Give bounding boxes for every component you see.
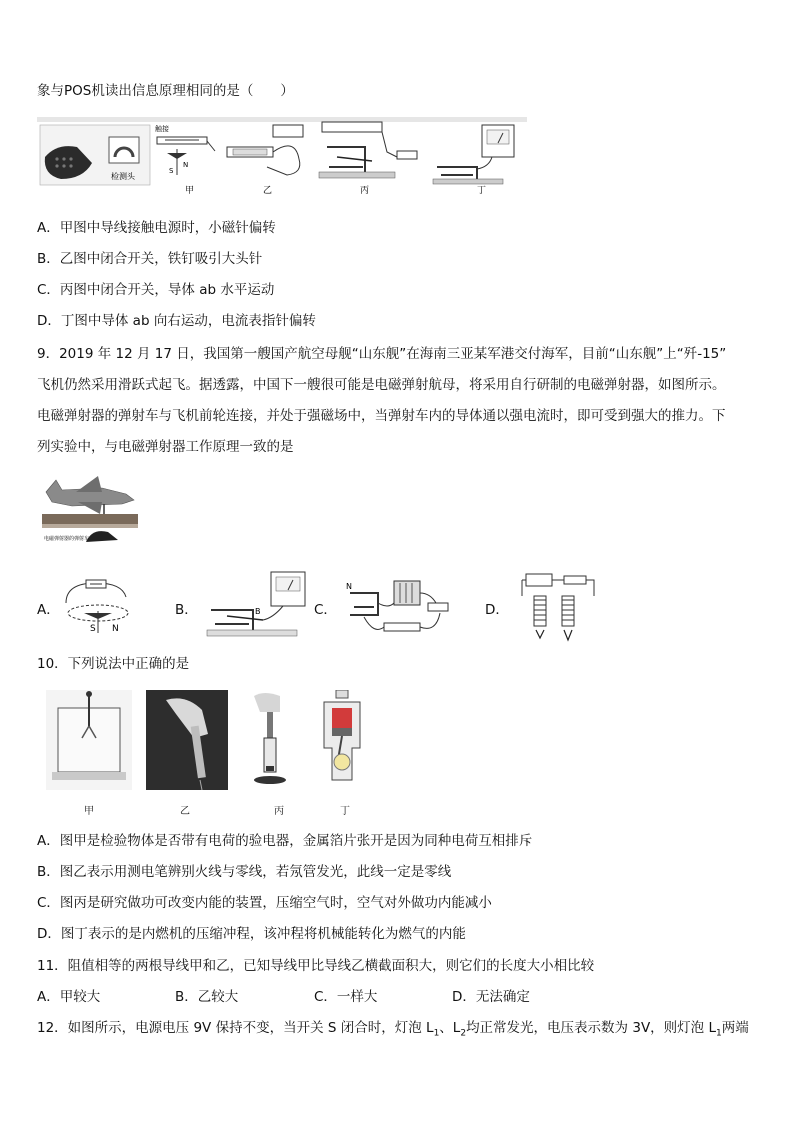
fig-ding bbox=[433, 125, 514, 184]
q9-plane-figure bbox=[42, 462, 138, 554]
q8-figure bbox=[37, 117, 527, 195]
q8-fig-label-ding: 丁 bbox=[477, 186, 487, 195]
fig-bing bbox=[319, 122, 417, 178]
q10-fig-label-bing: 丙 bbox=[274, 806, 284, 817]
q11-option-b: B．乙较大 bbox=[175, 989, 239, 1005]
q11-option-a: A．甲较大 bbox=[37, 989, 101, 1005]
q9-option-c-figure bbox=[344, 573, 452, 641]
svg-text:N: N bbox=[346, 582, 352, 591]
q9-stem-line-1: 9．2019 年 12 月 17 日，我国第一艘国产航空母舰“山东舰”在海南三亚某军港交付海军，目前“山东舰”上“歼-15” bbox=[37, 346, 727, 362]
svg-text:N: N bbox=[112, 624, 119, 634]
q11-options bbox=[37, 988, 637, 1006]
q10-fig-label-yi: 乙 bbox=[180, 806, 190, 817]
q8-option-a: A．甲图中导线接触电源时，小磁针偏转 bbox=[37, 220, 276, 236]
touch-label: 触接 bbox=[155, 125, 169, 133]
q8-fig-label-yi: 乙 bbox=[263, 186, 273, 195]
q10-option-d: D．图丁表示的是内燃机的压缩冲程，该冲程将机械能转化为燃气的内能 bbox=[37, 926, 466, 942]
q9-option-d-label: D． bbox=[485, 602, 509, 618]
q8-fig-label-bing: 丙 bbox=[360, 186, 370, 195]
q10-option-b: B．图乙表示用测电笔辨别火线与零线，若氖管发光，此线一定是零线 bbox=[37, 864, 452, 880]
svg-text:S: S bbox=[90, 624, 96, 634]
svg-text:S: S bbox=[169, 167, 174, 175]
q8-stem: 象与POS机读出信息原理相同的是（ ） bbox=[37, 83, 294, 99]
q10-figure-jia bbox=[46, 690, 132, 790]
q8-fig-label-jia: 甲 bbox=[185, 186, 195, 195]
plane-caption: 电磁弹射器的弹射车 bbox=[44, 536, 90, 542]
q9-option-b-figure bbox=[203, 570, 307, 640]
q8-option-d: D．丁图中导体 ab 向右运动，电流表指针偏转 bbox=[37, 313, 316, 329]
q9-option-a-figure bbox=[62, 577, 136, 637]
q11-option-d: D．无法确定 bbox=[452, 989, 530, 1005]
q11-stem: 11．阻值相等的两根导线甲和乙，已知导线甲比导线乙横截面积大，则它们的长度大小相比较 bbox=[37, 958, 595, 974]
q10-figure-yi bbox=[146, 690, 228, 790]
q11-option-c: C．一样大 bbox=[314, 989, 378, 1005]
q10-option-c: C．图丙是研究做功可改变内能的装置，压缩空气时，空气对外做功内能减小 bbox=[37, 895, 492, 911]
q10-fig-label-jia: 甲 bbox=[84, 806, 94, 817]
q10-stem: 10．下列说法中正确的是 bbox=[37, 656, 190, 672]
q10-option-a: A．图甲是检验物体是否带有电荷的验电器，金属箔片张开是因为同种电荷互相排斥 bbox=[37, 833, 533, 849]
svg-text:B: B bbox=[255, 607, 261, 616]
q10-figure-bing bbox=[250, 690, 292, 790]
fig-yi bbox=[227, 125, 303, 175]
q9-option-c-label: C． bbox=[314, 602, 337, 618]
q8-option-c: C．丙图中闭合开关，导体 ab 水平运动 bbox=[37, 282, 275, 298]
card-reader-label: 检测头 bbox=[111, 172, 135, 181]
q12-stem: 12．如图所示，电源电压 9V 保持不变，当开关 S 闭合时，灯泡 $L_1$、$L_2$均正常发光，电压表示数为 3V，则灯泡 $L_1$两端 bbox=[37, 1020, 749, 1039]
q8-option-b: B．乙图中闭合开关，铁钉吸引大头针 bbox=[37, 251, 263, 267]
q9-option-b-label: B． bbox=[175, 602, 198, 618]
q9-stem-line-2: 飞机仍然采用滑跃式起飞。据透露，中国下一艘很可能是电磁弹射航母，将采用自行研制的电磁弹射器，如图所示。 bbox=[37, 377, 726, 393]
q9-option-a-label: A． bbox=[37, 602, 60, 618]
q9-stem-line-3: 电磁弹射器的弹射车与飞机前轮连接，并处于强磁场中，当弹射车内的导体通以强电流时，即可受到强大的推力。下 bbox=[37, 408, 726, 424]
q9-option-d-figure bbox=[518, 572, 598, 644]
svg-text:N: N bbox=[183, 161, 189, 169]
fig-jia bbox=[155, 124, 215, 175]
q10-fig-label-ding: 丁 bbox=[340, 806, 350, 817]
q9-stem-line-4: 列实验中，与电磁弹射器工作原理一致的是 bbox=[37, 439, 294, 455]
q10-figure-ding bbox=[316, 690, 368, 790]
